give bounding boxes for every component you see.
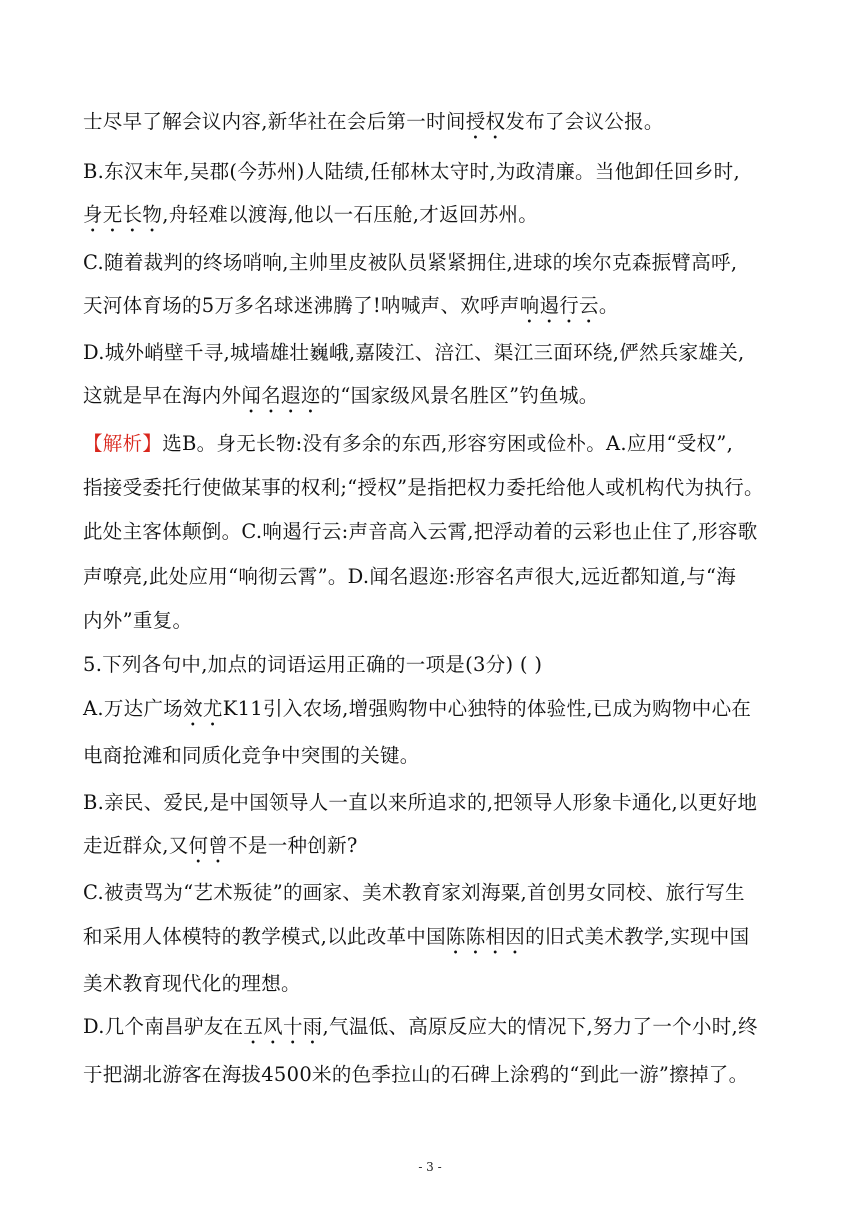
emphasized-term: 五风十雨 — [243, 1015, 323, 1038]
text-line: 电商抢滩和同质化竞争中突围的关键。 — [83, 744, 420, 767]
text-line: 身无长物,舟轻难以渡海,他以一石压舱,才返回苏州。 — [83, 203, 539, 226]
question-line: 5.下列各句中,加点的词语运用正确的一项是(3分) ( ) — [83, 653, 543, 676]
page-number: - 3 - — [418, 1160, 442, 1174]
text-line: D.几个南昌驴友在五风十雨,气温低、高原反应大的情况下,努力了一个小时,终 — [83, 1015, 758, 1038]
text-line: C.被责骂为“艺术叛徒”的画家、美术教育家刘海粟,首创男女同校、旅行写生 — [83, 881, 745, 904]
text-line: D.城外峭壁千寻,城墙雄壮巍峨,嘉陵江、涪江、渠江三面环绕,俨然兵家雄关, — [83, 341, 745, 364]
analysis-line: 【解析】选B。身无长物:没有多余的东西,形容穷困或俭朴。A.应用“受权”, — [83, 432, 734, 455]
emphasized-term: 身无长物 — [83, 203, 163, 226]
text-line: 美术教育现代化的理想。 — [83, 972, 301, 995]
analysis-tag: 【解析】 — [83, 432, 163, 455]
emphasized-term: 效尤 — [183, 697, 223, 720]
text-line: A.万达广场效尤K11引入农场,增强购物中心独特的体验性,已成为购物中心在 — [83, 697, 752, 720]
emphasized-term: 闻名遐迩 — [241, 384, 321, 407]
text-line: B.东汉末年,吴郡(今苏州)人陆绩,任郁林太守时,为政清廉。当他卸任回乡时, — [83, 160, 740, 183]
text-line: 这就是早在海内外闻名遐迩的“国家级风景名胜区”钓鱼城。 — [83, 384, 599, 407]
emphasized-term: 响遏行云 — [519, 294, 599, 317]
text-line: 和采用人体模特的教学模式,以此改革中国陈陈相因的旧式美术教学,实现中国 — [83, 925, 750, 948]
text-line: 走近群众,又何曾不是一种创新? — [83, 834, 358, 857]
text-line: 此处主客体颠倒。C.响遏行云:声音高入云霄,把浮动着的云彩也止住了,形容歌 — [83, 520, 758, 543]
text-line: B.亲民、爱民,是中国领导人一直以来所追求的,把领导人形象卡通化,以更好地 — [83, 791, 758, 814]
text-line: C.随着裁判的终场哨响,主帅里皮被队员紧紧拥住,进球的埃尔克森振臂高呼, — [83, 251, 738, 274]
text-line: 声嘹亮,此处应用“响彻云霄”。D.闻名遐迩:形容名声很大,远近都知道,与“海 — [83, 565, 737, 588]
emphasized-term: 陈陈相因 — [445, 925, 526, 948]
emphasized-term: 授权 — [465, 110, 506, 133]
text-line: 于把湖北游客在海拔4500米的色季拉山的石碑上涂鸦的“到此一游”擦掉了。 — [83, 1063, 749, 1086]
text-line: 士尽早了解会议内容,新华社在会后第一时间授权发布了会议公报。 — [83, 110, 664, 133]
text-line: 天河体育场的5万多名球迷沸腾了!呐喊声、欢呼声响遏行云。 — [83, 294, 619, 317]
text-line: 指接受委托行使做某事的权利;“授权”是指把权力委托给他人或机构代为执行。 — [83, 476, 764, 499]
text-line: 内外”重复。 — [83, 609, 193, 632]
emphasized-term: 何曾 — [188, 834, 229, 857]
